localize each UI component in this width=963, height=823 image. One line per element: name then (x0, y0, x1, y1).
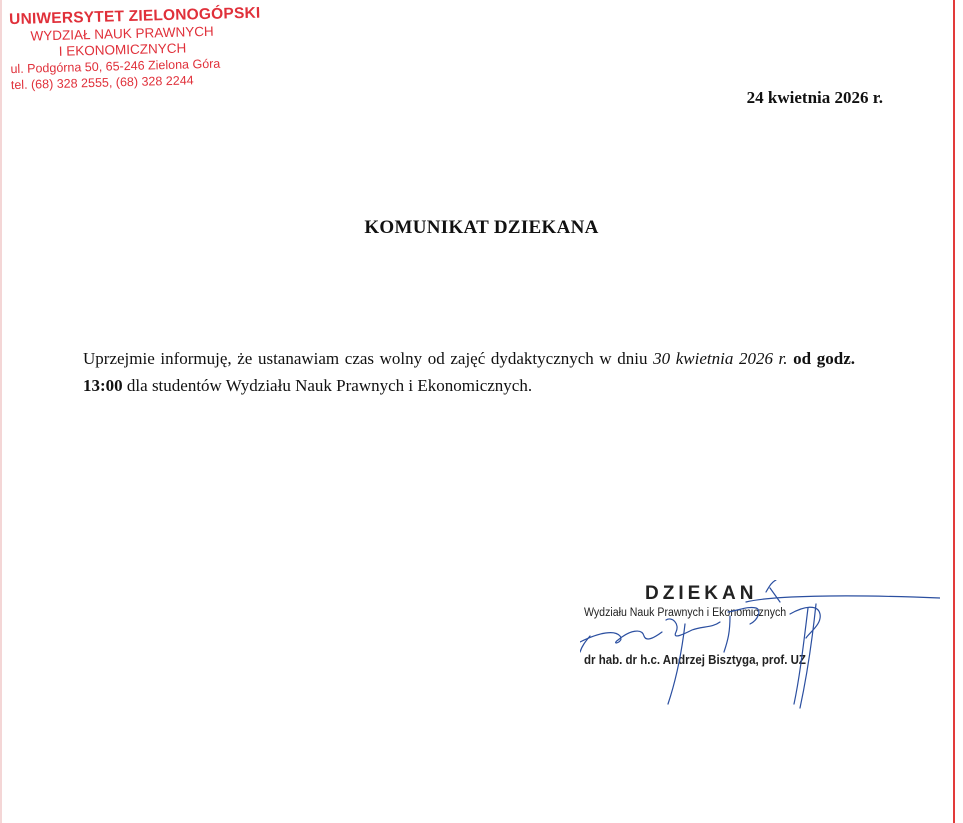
document-date: 24 kwietnia 2026 r. (746, 88, 883, 107)
document-title: KOMUNIKAT DZIEKANA (364, 217, 599, 238)
body-date: 30 kwietnia 2026 r. (653, 349, 788, 368)
announcement-body (83, 345, 855, 399)
signature-name: dr hab. dr h.c. Andrzej Bisztyga, prof. UZ (584, 653, 806, 667)
page-edge-left (0, 0, 2, 823)
signature-faculty: Wydziału Nauk Prawnych i Ekonomicznych (584, 607, 787, 619)
faculty-stamp (8, 4, 261, 93)
stamp-faculty-line1: WYDZIAŁ NAUK PRAWNYCH (30, 23, 214, 44)
stamp-phone: tel. (68) 328 2555, (68) 328 2244 (10, 73, 194, 93)
handwritten-signature (580, 580, 940, 710)
stamp-university: UNIWERSYTET ZIELONOGÓPSKI (8, 4, 261, 29)
page-edge-right (953, 0, 955, 823)
body-text-3: dla studentów Wydziału Nauk Prawnych i Ekonomicznych. (122, 376, 533, 395)
body-text-1: Uprzejmie informuję, że ustanawiam czas wolny od zajęć dydaktycznych w dniu (83, 349, 654, 368)
stamp-address: ul. Podgórna 50, 65-246 Zielona Góra (10, 56, 221, 77)
body-time: od godz. 13:00 (83, 349, 855, 395)
stamp-faculty-line2: I EKONOMICZNYCH (58, 40, 187, 59)
signature-block (580, 580, 940, 710)
signature-role: DZIEKAN (645, 583, 758, 604)
